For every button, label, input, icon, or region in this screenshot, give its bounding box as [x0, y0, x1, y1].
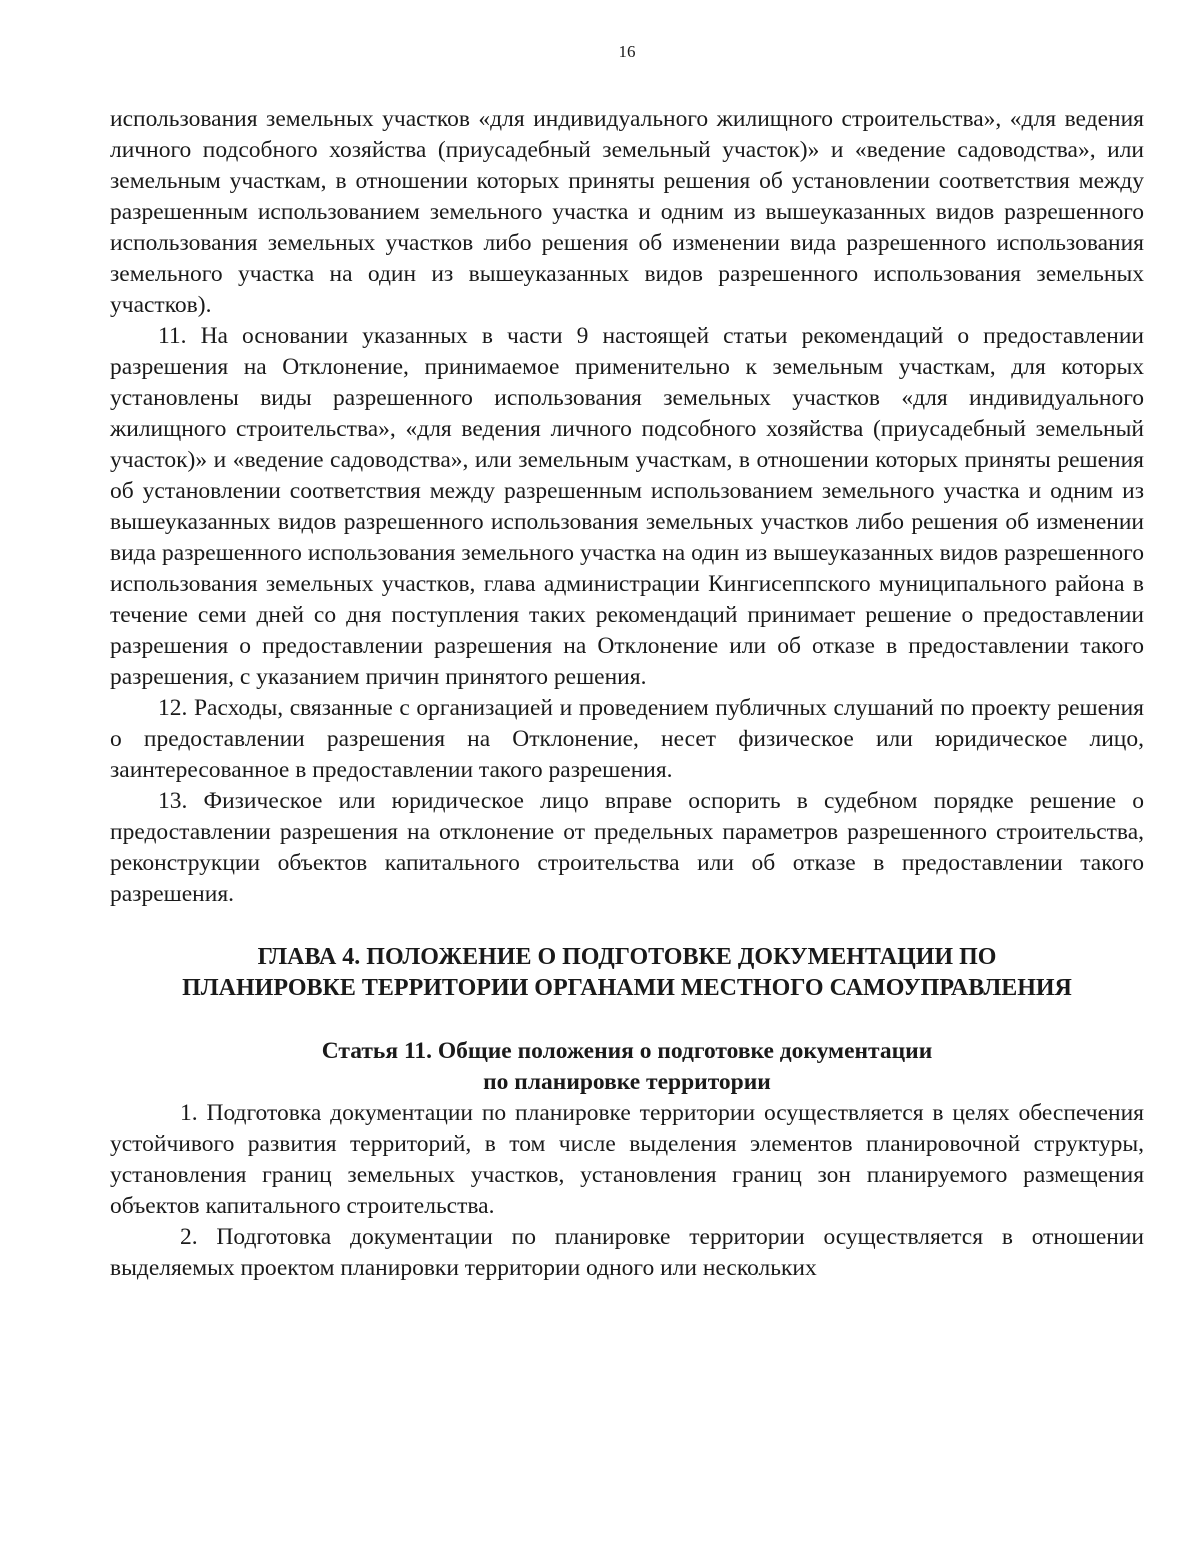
paragraph-item-11: 11. На основании указанных в части 9 настоящей статьи рекомендаций о предоставлении разрешения на Отклонение, принимаемое применительно к земельным участкам, для которых установлены виды разрешенного использования земельных участков «для индивидуального жилищного строительства», «для ведения личного подсобного хозяйства (приусадебный земельный участок)» и «ведение садоводства», или земельным участкам, в отношении которых приняты решения об установлении соответствия между разрешенным использованием земельного участка и одним из вышеуказанных видов разрешенного использования земельных участков либо решения об изменении вида разрешенного использования земельного участка на один из вышеуказанных видов разрешенного использования земельных участков, глава администрации Кингисеппского муниципального района в течение семи дней со дня поступления таких рекомендаций принимает решение о предоставлении разрешения о предоставлении разрешения на Отклонение или об отказе в предоставлении такого разрешения, с указанием причин принятого решения. — [110, 323, 1144, 690]
article-heading-line-1: Статья 11. Общие положения о подготовке документации — [321, 1038, 933, 1064]
chapter-heading — [110, 942, 1144, 1004]
chapter-heading-line-1: ГЛАВА 4. ПОЛОЖЕНИЕ О ПОДГОТОВКЕ ДОКУМЕНТАЦИИ ПО — [257, 944, 997, 970]
page-number: 16 — [618, 42, 636, 61]
chapter-heading-line-2: ПЛАНИРОВКЕ ТЕРРИТОРИИ ОРГАНАМИ МЕСТНОГО САМОУПРАВЛЕНИЯ — [182, 975, 1072, 1001]
paragraph-article-item-2: 2. Подготовка документации по планировке территории осуществляется в отношении выделяемых проектом планировки территории одного или нескольких — [110, 1224, 1144, 1281]
document-page — [110, 40, 1144, 1284]
article-heading-line-2: по планировке территории — [483, 1069, 771, 1095]
paragraph-continuation: использования земельных участков «для индивидуального жилищного строительства», «для ведения личного подсобного хозяйства (приусадебный земельный участок)» и «ведение садоводства», или земельным участкам, в отношении которых приняты решения об установлении соответствия между разрешенным использованием земельного участка и одним из вышеуказанных видов разрешенного использования земельных участков либо решения об изменении вида разрешенного использования земельного участка на один из вышеуказанных видов разрешенного использования земельных участков). — [110, 106, 1144, 318]
article-heading — [110, 1036, 1144, 1098]
paragraph-item-13: 13. Физическое или юридическое лицо вправе оспорить в судебном порядке решение о предоставлении разрешения на отклонение от предельных параметров разрешенного строительства, реконструкции объектов капитального строительства или об отказе в предоставлении такого разрешения. — [110, 788, 1144, 907]
paragraph-item-12: 12. Расходы, связанные с организацией и проведением публичных слушаний по проекту решения о предоставлении разрешения на Отклонение, несет физическое или юридическое лицо, заинтересованное в предоставлении такого разрешения. — [110, 695, 1144, 783]
paragraph-article-item-1: 1. Подготовка документации по планировке территории осуществляется в целях обеспечения устойчивого развития территорий, в том числе выделения элементов планировочной структуры, установления границ земельных участков, установления границ зон планируемого размещения объектов капитального строительства. — [110, 1100, 1144, 1219]
